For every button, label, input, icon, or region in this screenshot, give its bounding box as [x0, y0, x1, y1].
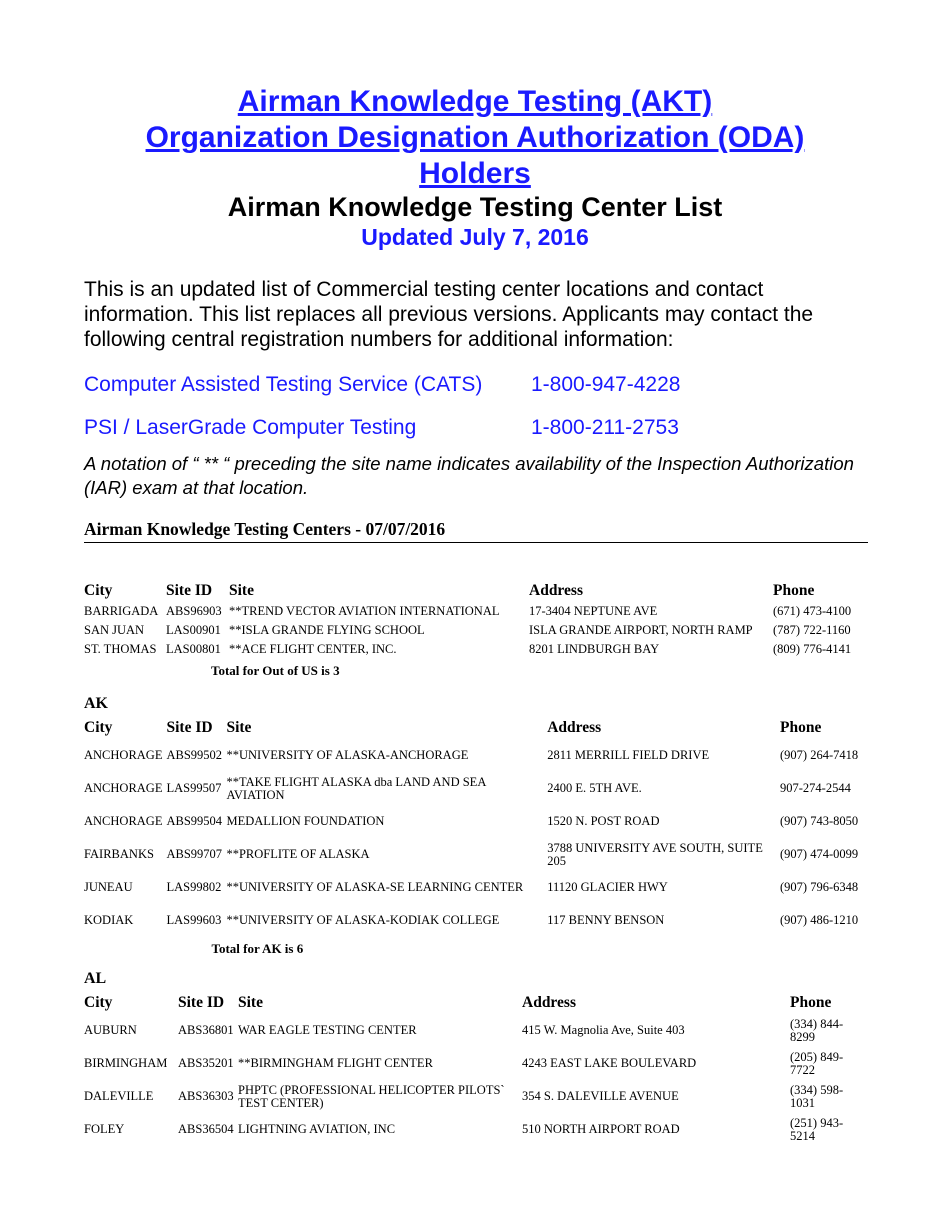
site: **BIRMINGHAM FLIGHT CENTER: [238, 1056, 433, 1070]
site-id: ABS99707: [166, 847, 223, 861]
updated-date: Updated July 7, 2016: [361, 224, 589, 250]
city: JUNEAU: [84, 880, 133, 894]
phone: (907) 743-8050: [780, 814, 859, 828]
city: SAN JUAN: [84, 623, 145, 637]
table-row: [84, 1014, 868, 1047]
phone: (334) 844-8299: [790, 1016, 844, 1044]
intro-paragraph: This is an updated list of Commercial testing center locations and contact information. This list replaces all previous versions. Applicants may contact the following central registration numbers for additional information:: [84, 278, 814, 351]
total-row: [84, 937, 868, 955]
col-site: Site: [226, 719, 252, 736]
notation-text: A notation of “ ** “ preceding the site name indicates availability of the Inspection Authorization (IAR) exam at that location.: [84, 453, 854, 498]
site-id: ABS36801: [178, 1023, 234, 1037]
title-link-line-2[interactable]: Organization Designation Authorization (ODA): [145, 121, 805, 154]
site-id: ABS99502: [166, 748, 223, 762]
col-city: City: [84, 719, 113, 736]
site-id: ABS35201: [178, 1056, 234, 1070]
address: 3788 UNIVERSITY AVE SOUTH, SUITE 205: [547, 840, 763, 868]
col-site-id: Site ID: [166, 582, 213, 599]
address: 510 NORTH AIRPORT ROAD: [522, 1122, 680, 1136]
phone: (907) 796-6348: [780, 880, 859, 894]
site: **UNIVERSITY OF ALASKA-KODIAK COLLEGE: [226, 913, 500, 927]
city: FOLEY: [84, 1122, 125, 1136]
centers-table: [84, 717, 868, 955]
city: FAIRBANKS: [84, 847, 154, 861]
section-ak: [84, 695, 868, 955]
city: KODIAK: [84, 913, 134, 927]
address: 17-3404 NEPTUNE AVE: [529, 604, 658, 618]
site-id: LAS99802: [166, 880, 222, 894]
address: 415 W. Magnolia Ave, Suite 403: [522, 1023, 685, 1037]
col-address: Address: [547, 719, 602, 736]
site: PHPTC (PROFESSIONAL HELICOPTER PILOTS` TEST CENTER): [238, 1082, 505, 1110]
phone: (787) 722-1160: [773, 623, 851, 637]
city: BARRIGADA: [84, 604, 159, 618]
col-site: Site: [238, 994, 263, 1011]
contact-phone: 1-800-947-4228: [531, 373, 681, 396]
table-row: [84, 1113, 868, 1146]
address: 4243 EAST LAKE BOULEVARD: [522, 1056, 697, 1070]
address: 354 S. DALEVILLE AVENUE: [522, 1089, 679, 1103]
section-total: Total for Out of US is 3: [211, 663, 340, 678]
address: 1520 N. POST ROAD: [547, 814, 660, 828]
address: ISLA GRANDE AIRPORT, NORTH RAMP: [529, 623, 753, 637]
city: DALEVILLE: [84, 1089, 154, 1103]
address: 117 BENNY BENSON: [547, 913, 665, 927]
phone: (671) 473-4100: [773, 604, 852, 618]
site: MEDALLION FOUNDATION: [226, 814, 385, 828]
table-row: [84, 602, 868, 621]
table-row: [84, 805, 868, 838]
city: AUBURN: [84, 1023, 137, 1037]
section-al: [84, 970, 868, 1146]
phone: (251) 943-5214: [790, 1115, 844, 1143]
phone: 907-274-2544: [780, 781, 851, 795]
phone: (907) 486-1210: [780, 913, 859, 927]
col-site: Site: [229, 582, 254, 599]
col-city: City: [84, 994, 113, 1011]
city: ST. THOMAS: [84, 642, 157, 656]
site-id: ABS99504: [166, 814, 223, 828]
address: 8201 LINDBURGH BAY: [529, 642, 660, 656]
city: ANCHORAGE: [84, 781, 163, 795]
site-id: ABS96903: [166, 604, 222, 618]
contact-phone: 1-800-211-2753: [531, 416, 679, 439]
section-out-of-us: [84, 582, 868, 677]
table-header-row: [84, 582, 868, 602]
table-row: [84, 904, 868, 937]
title-link-line-1[interactable]: Airman Knowledge Testing (AKT): [237, 85, 713, 118]
site: **UNIVERSITY OF ALASKA-ANCHORAGE: [226, 748, 469, 762]
title-link-line-3[interactable]: Holders: [419, 157, 531, 190]
address: 2400 E. 5TH AVE.: [547, 781, 642, 795]
phone: (907) 474-0099: [780, 847, 859, 861]
table-header-row: [84, 717, 868, 739]
contact-psi: [84, 416, 679, 440]
state-label: AK: [84, 695, 108, 712]
col-phone: Phone: [790, 994, 832, 1011]
total-row: [84, 659, 868, 677]
contact-name: PSI / LaserGrade Computer Testing: [84, 416, 417, 439]
page-subtitle: Airman Knowledge Testing Center List: [227, 192, 723, 222]
table-row: [84, 838, 868, 871]
city: ANCHORAGE: [84, 814, 163, 828]
col-phone: Phone: [780, 719, 822, 736]
site-id: ABS36303: [178, 1089, 234, 1103]
contact-cats: [84, 373, 681, 397]
state-label: AL: [84, 970, 107, 987]
site: **UNIVERSITY OF ALASKA-SE LEARNING CENTER: [226, 880, 524, 894]
site-id: LAS00801: [166, 642, 221, 656]
col-phone: Phone: [773, 582, 815, 599]
table-row: [84, 1080, 868, 1113]
heading-divider: [84, 542, 868, 543]
phone: (334) 598-1031: [790, 1082, 844, 1110]
site: **ISLA GRANDE FLYING SCHOOL: [229, 623, 425, 637]
city: BIRMINGHAM: [84, 1056, 168, 1070]
list-heading: Airman Knowledge Testing Centers - 07/07/2016: [84, 519, 446, 539]
site: **TAKE FLIGHT ALASKA dba LAND AND SEA AVIATION: [226, 774, 486, 802]
city: ANCHORAGE: [84, 748, 163, 762]
address: 2811 MERRILL FIELD DRIVE: [547, 748, 710, 762]
col-site-id: Site ID: [178, 994, 225, 1011]
contact-name: Computer Assisted Testing Service (CATS): [84, 373, 483, 396]
section-total: Total for AK is 6: [211, 941, 304, 956]
address: 11120 GLACIER HWY: [547, 880, 668, 894]
site: **TREND VECTOR AVIATION INTERNATIONAL: [229, 604, 500, 618]
table-row: [84, 621, 868, 640]
site: **ACE FLIGHT CENTER, INC.: [229, 642, 397, 656]
table-header-row: [84, 992, 868, 1014]
centers-table: [84, 582, 868, 677]
phone: (205) 849-7722: [790, 1049, 844, 1077]
site-id: LAS99603: [166, 913, 222, 927]
site-id: LAS00901: [166, 623, 221, 637]
phone: (907) 264-7418: [780, 748, 859, 762]
table-row: [84, 871, 868, 904]
table-row: [84, 640, 868, 659]
table-row: [84, 1047, 868, 1080]
col-address: Address: [522, 994, 576, 1011]
site: LIGHTNING AVIATION, INC: [238, 1122, 396, 1136]
phone: (809) 776-4141: [773, 642, 852, 656]
table-row: [84, 739, 868, 772]
table-row: [84, 772, 868, 805]
col-address: Address: [529, 582, 583, 599]
site: WAR EAGLE TESTING CENTER: [238, 1023, 417, 1037]
centers-table: [84, 992, 868, 1146]
col-site-id: Site ID: [166, 719, 213, 736]
site-id: LAS99507: [166, 781, 222, 795]
site: **PROFLITE OF ALASKA: [226, 847, 370, 861]
site-id: ABS36504: [178, 1122, 234, 1136]
col-city: City: [84, 582, 113, 599]
